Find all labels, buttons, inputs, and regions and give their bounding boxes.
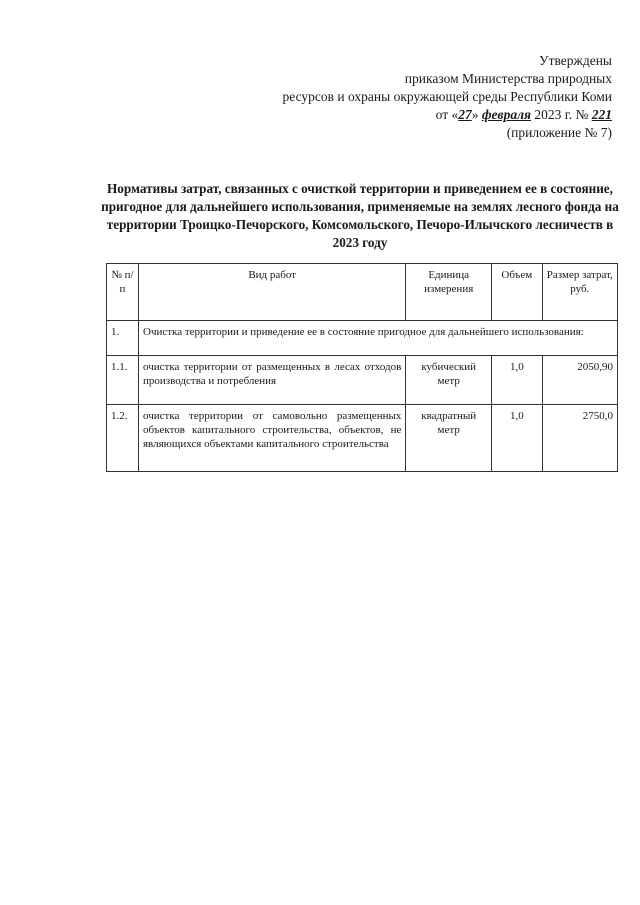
- approval-ministry-line: ресурсов и охраны окружающей среды Республики Коми: [282, 89, 612, 104]
- row-cost: 2750,0: [542, 405, 617, 472]
- row-volume: 1,0: [492, 405, 543, 472]
- row-unit: кубический метр: [406, 356, 492, 405]
- section-number: 1.: [107, 321, 139, 356]
- row-number: 1.2.: [107, 405, 139, 472]
- date-prefix: от «: [435, 107, 459, 122]
- header-work-type: Вид работ: [139, 264, 406, 321]
- header-unit: Единица измерения: [406, 264, 492, 321]
- approval-block: [192, 52, 612, 142]
- approval-date-line: [192, 106, 612, 124]
- row-work: очистка территории от самовольно размещенных объектов капитального строительства, объектов, не являющихся объектами капитального строительства: [139, 405, 406, 472]
- row-number: 1.1.: [107, 356, 139, 405]
- appendix-label: (приложение № 7): [506, 125, 612, 140]
- row-work: очистка территории от размещенных в лесах отходов производства и потребления: [139, 356, 406, 405]
- row-volume: 1,0: [492, 356, 543, 405]
- row-unit: квадратный метр: [406, 405, 492, 472]
- table-row: [107, 405, 618, 472]
- header-cost: Размер затрат, руб.: [542, 264, 617, 321]
- header-volume: Объем: [492, 264, 543, 321]
- table-row: [107, 356, 618, 405]
- section-text: Очистка территории и приведение ее в состояние пригодное для дальнейшего использования:: [139, 321, 618, 356]
- date-day: 27: [458, 107, 472, 122]
- date-month: февраля: [481, 107, 531, 122]
- approval-heading: Утверждены: [539, 53, 612, 68]
- table-section-row: [107, 321, 618, 356]
- document-title: Нормативы затрат, связанных с очисткой территории и приведением ее в состояние, пригодное для дальнейшего использования, применяемые на землях лесного фонда на территории Троицко-Печорского, Комсомольского, Печоро-Илычского лесничеств в 2023 году: [101, 181, 619, 250]
- order-number: 221: [591, 107, 612, 122]
- approval-order-line: приказом Министерства природных: [404, 71, 612, 86]
- row-cost: 2050,90: [542, 356, 617, 405]
- date-year: 2023 г. №: [534, 107, 589, 122]
- norms-table: [106, 263, 618, 472]
- date-mid: »: [471, 107, 479, 122]
- table-header-row: [107, 264, 618, 321]
- header-number: № п/п: [107, 264, 139, 321]
